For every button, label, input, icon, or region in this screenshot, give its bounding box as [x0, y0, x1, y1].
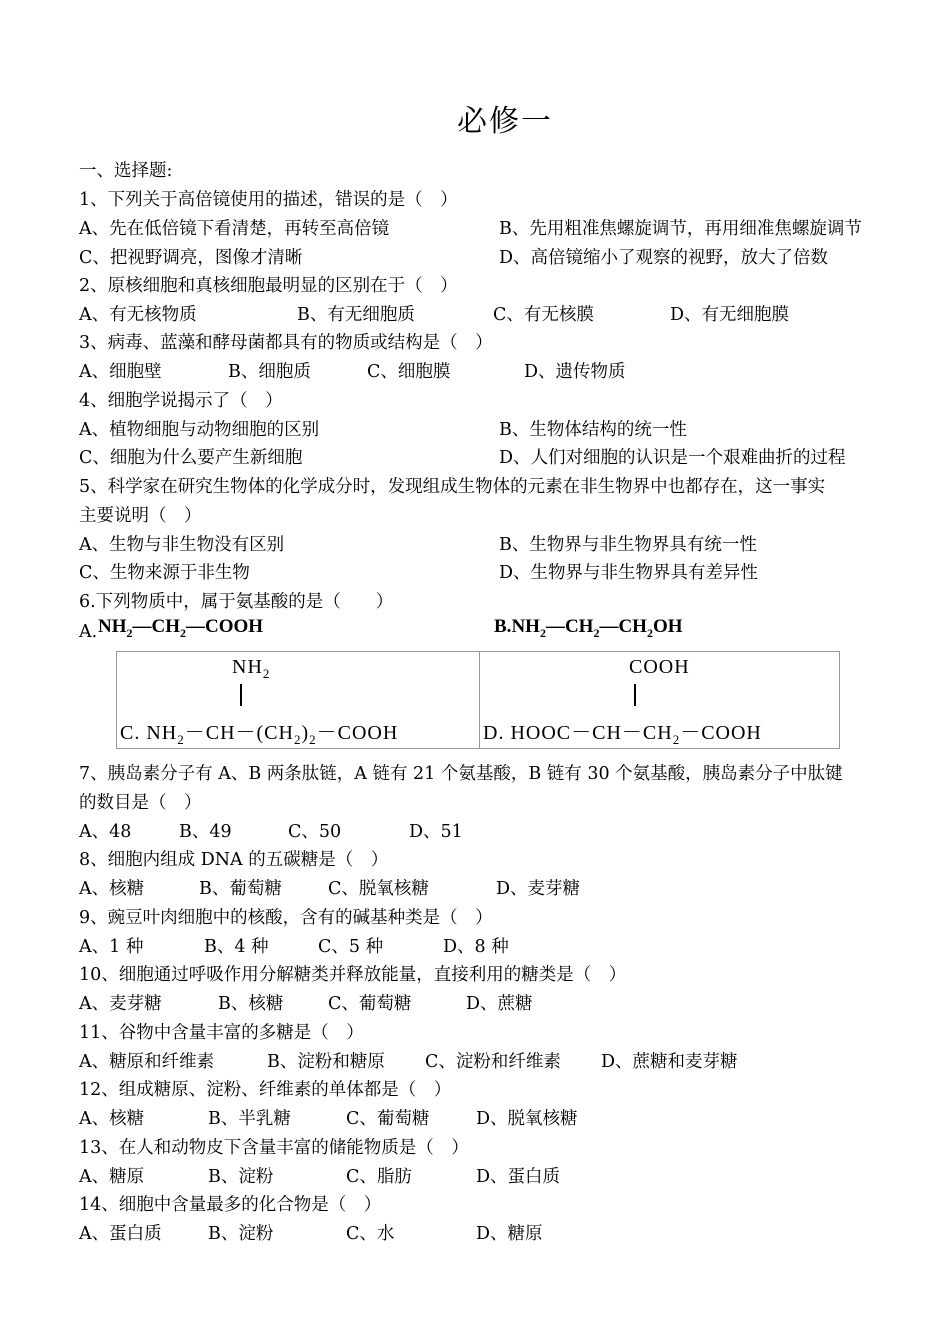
- option-a: A、核糖: [79, 1109, 145, 1129]
- bond-line: [634, 684, 636, 706]
- question-stem: 1、下列关于高倍镜使用的描述，错误的是（ ）: [79, 190, 458, 210]
- question-stem-continued: 主要说明（ ）: [79, 506, 202, 526]
- option-d: D、51: [409, 822, 463, 842]
- question-stem: 7、胰岛素分子有 A、B 两条肽链，A 链有 21 个氨基酸，B 链有 30 个氨基酸，胰岛素分子中肽键: [79, 764, 843, 784]
- option-d-formula: D. $HOOC-CH-CH_2-COOH$: [483, 722, 762, 747]
- option-c: C、淀粉和纤维素: [425, 1052, 561, 1072]
- question-stem: 10、细胞通过呼吸作用分解糖类并释放能量，直接利用的糖类是（ ）: [79, 965, 627, 985]
- question-stem: 4、细胞学说揭示了（ ）: [79, 391, 283, 411]
- option-c: C、脱氧核糖: [328, 879, 429, 899]
- option-a-formula: $NH_2—CH_2—COOH$: [98, 616, 264, 640]
- question-stem: 8、细胞内组成 DNA 的五碳糖是（ ）: [79, 850, 389, 870]
- option-b: B、生物界与非生物界具有统一性: [499, 535, 757, 555]
- question-stem: 2、原核细胞和真核细胞最明显的区别在于（ ）: [79, 276, 458, 296]
- question-stem: 11、谷物中含量丰富的多糖是（ ）: [79, 1023, 364, 1043]
- question-stem: 14、细胞中含量最多的化合物是（ ）: [79, 1195, 382, 1215]
- question-stem-continued: 的数目是（ ）: [79, 793, 202, 813]
- option-a: A、蛋白质: [79, 1224, 162, 1244]
- option-c: C、生物来源于非生物: [79, 563, 250, 583]
- option-a: A、先在低倍镜下看清楚，再转至高倍镜: [79, 219, 390, 239]
- question-stem: 5、科学家在研究生物体的化学成分时，发现组成生物体的元素在非生物界中也都存在，这一事实: [79, 477, 826, 497]
- option-c-formula: C. $NH_2-CH-(CH_2)_2-COOH$: [120, 722, 399, 747]
- option-a: A、糖原: [79, 1167, 145, 1187]
- option-c: C、水: [346, 1224, 395, 1244]
- option-d: D、麦芽糖: [496, 879, 581, 899]
- option-d: D、蛋白质: [476, 1167, 561, 1187]
- option-a: A、细胞壁: [79, 362, 162, 382]
- option-b: B、核糖: [218, 994, 284, 1014]
- option-a-label: A.: [79, 622, 98, 642]
- option-c: C、脂肪: [346, 1167, 412, 1187]
- option-c: C、细胞为什么要产生新细胞: [79, 448, 303, 468]
- page-title: 必修一: [457, 104, 553, 139]
- option-c: C、葡萄糖: [328, 994, 412, 1014]
- option-b: B、葡萄糖: [199, 879, 282, 899]
- option-d: D、生物界与非生物界具有差异性: [499, 563, 759, 583]
- option-a: A、生物与非生物没有区别: [79, 535, 285, 555]
- question-stem: 13、在人和动物皮下含量丰富的储能物质是（ ）: [79, 1138, 469, 1158]
- option-a: A、有无核物质: [79, 305, 197, 325]
- option-d: D、糖原: [476, 1224, 543, 1244]
- option-b: B、淀粉和糖原: [267, 1052, 385, 1072]
- option-c: C、50: [288, 822, 342, 842]
- option-c: C、细胞膜: [367, 362, 451, 382]
- option-c: C、5 种: [318, 937, 384, 957]
- option-a: A、糖原和纤维素: [79, 1052, 215, 1072]
- question-stem: 3、病毒、蓝藻和酵母菌都具有的物质或结构是（ ）: [79, 333, 493, 353]
- option-d: D、高倍镜缩小了观察的视野，放大了倍数: [499, 248, 829, 268]
- bond-line: [240, 684, 242, 706]
- carboxyl-group-label: COOH: [629, 656, 690, 678]
- option-d: D、人们对细胞的认识是一个艰难曲折的过程: [499, 448, 846, 468]
- option-d: D、脱氧核糖: [476, 1109, 578, 1129]
- option-b: B、生物体结构的统一性: [499, 420, 687, 440]
- option-c: C、有无核膜: [493, 305, 594, 325]
- option-a: A、48: [79, 822, 132, 842]
- option-d: D、蔗糖: [466, 994, 533, 1014]
- option-d: D、8 种: [443, 937, 509, 957]
- amino-group-label: $NH_2$: [232, 656, 271, 681]
- option-c: C、葡萄糖: [346, 1109, 430, 1129]
- option-b-label: B.: [494, 616, 512, 637]
- question-stem: 9、豌豆叶肉细胞中的核酸，含有的碱基种类是（ ）: [79, 908, 493, 928]
- question-stem: 6.下列物质中，属于氨基酸的是（ ）: [79, 592, 394, 612]
- option-b: B、4 种: [204, 937, 269, 957]
- option-a: A、麦芽糖: [79, 994, 162, 1014]
- option-d: D、遗传物质: [524, 362, 626, 382]
- option-a: A、植物细胞与动物细胞的区别: [79, 420, 320, 440]
- section-heading: 一、选择题:: [79, 161, 173, 181]
- option-c-label: C.: [120, 722, 141, 744]
- option-b: B、49: [179, 822, 232, 842]
- option-b: B、半乳糖: [208, 1109, 291, 1129]
- option-a: A、1 种: [79, 937, 144, 957]
- option-d-label: D.: [483, 722, 505, 744]
- option-c: C、把视野调亮，图像才清晰: [79, 248, 303, 268]
- question-stem: 12、组成糖原、淀粉、纤维素的单体都是（ ）: [79, 1080, 452, 1100]
- option-d: D、有无细胞膜: [670, 305, 790, 325]
- option-b: B、细胞质: [228, 362, 311, 382]
- option-b: B、淀粉: [208, 1224, 274, 1244]
- option-a: A、核糖: [79, 879, 145, 899]
- option-d: D、蔗糖和麦芽糖: [601, 1052, 738, 1072]
- option-b: B、淀粉: [208, 1167, 274, 1187]
- option-b: B、有无细胞质: [297, 305, 415, 325]
- option-b: B、先用粗准焦螺旋调节，再用细准焦螺旋调节: [499, 219, 862, 239]
- option-b-formula: $B.NH_2—CH_2—CH_2OH$: [494, 616, 683, 640]
